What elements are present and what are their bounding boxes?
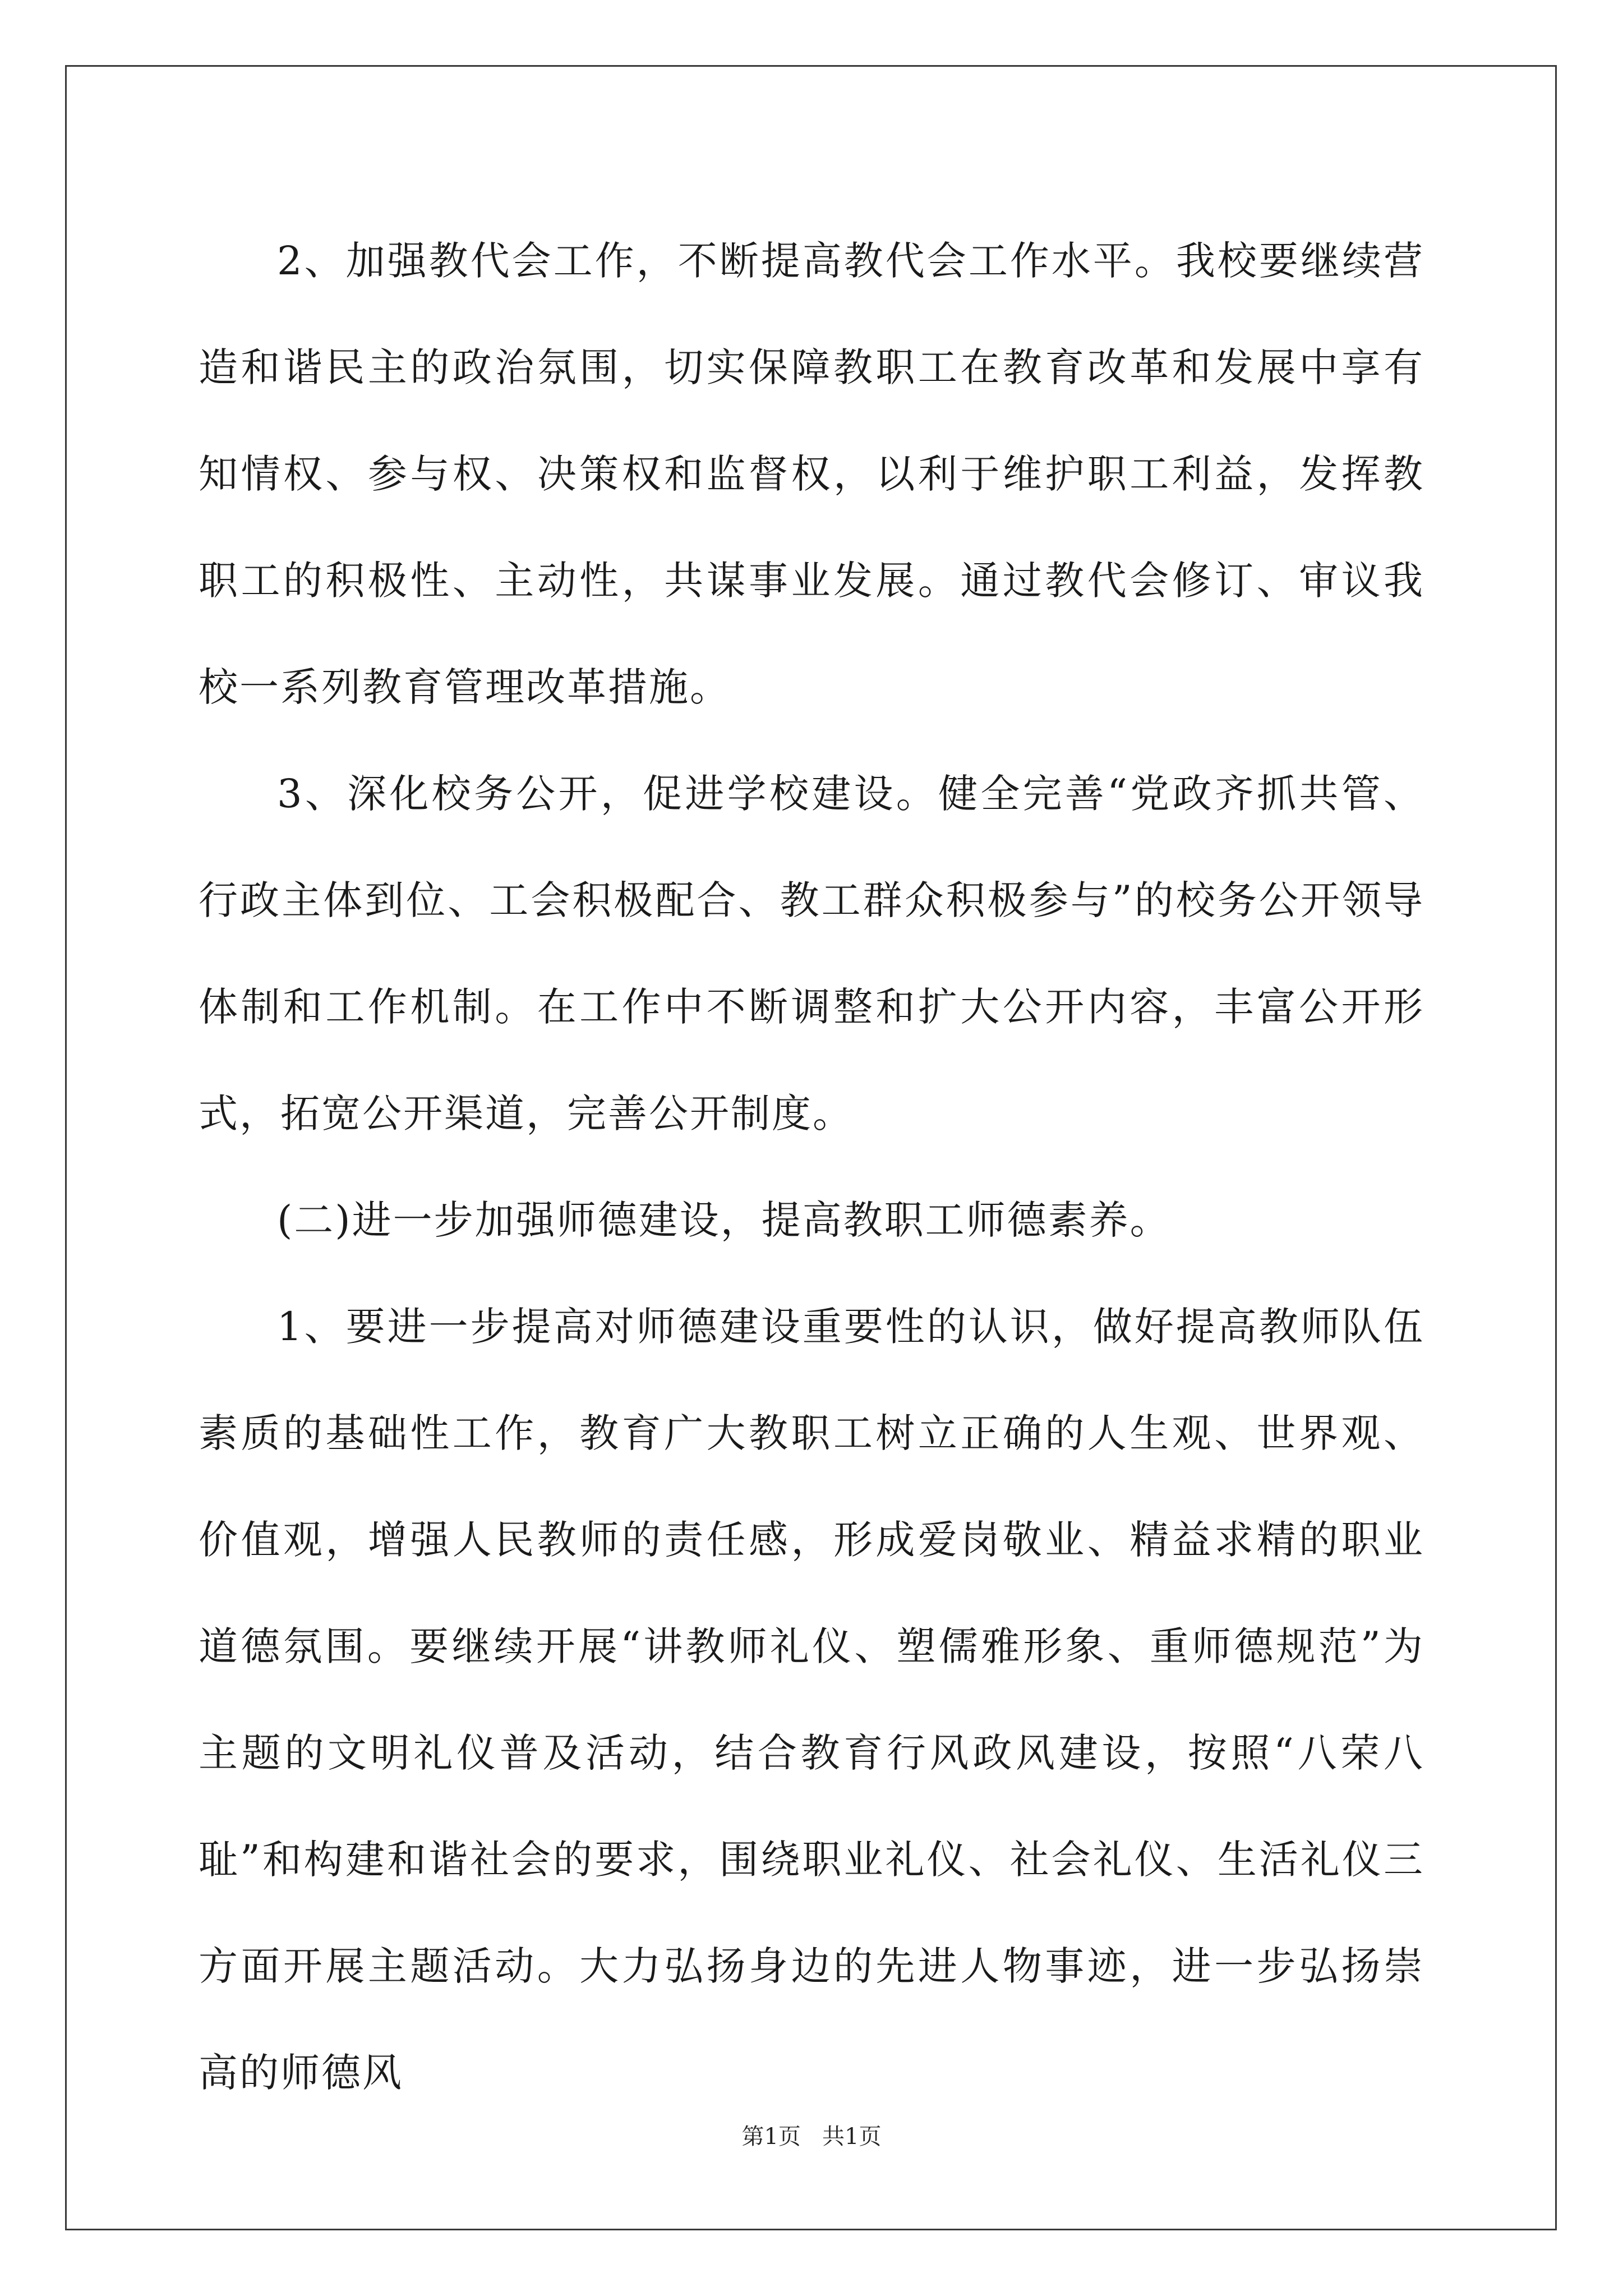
- paragraph-teachers-congress: 2、加强教代会工作，不断提高教代会工作水平。我校要继续营造和谐民主的政治氛围，切实保障教职工在教育改革和发展中享有知情权、参与权、决策权和监督权，以利于维护职工利益，发挥教职工的积极性、主动性，共谋事业发展。通过教代会修订、审议我校一系列教育管理改革措施。: [199, 238, 1424, 710]
- page-footer: 第1页 共1页: [741, 2124, 882, 2150]
- section-heading: (二)进一步加强师德建设，提高教职工师德素养。: [277, 1197, 1171, 1243]
- document-body: [199, 208, 1424, 2126]
- paragraph-school-affairs: 3、深化校务公开，促进学校建设。健全完善“党政齐抓共管、行政主体到位、工会积极配合、教工群众积极参与”的校务公开领导体制和工作机制。在工作中不断调整和扩大公开内容，丰富公开形式，拓宽公开渠道，完善公开制度。: [199, 771, 1424, 1137]
- paragraph-teacher-ethics: 1、要进一步提高对师德建设重要性的认识，做好提高教师队伍素质的基础性工作，教育广大教职工树立正确的人生观、世界观、价值观，增强人民教师的责任感，形成爱岗敬业、精益求精的职业道德氛围。要继续开展“讲教师礼仪、塑儒雅形象、重师德规范”为主题的文明礼仪普及活动，结合教育行风政风建设，按照“八荣八耻”和构建和谐社会的要求，围绕职业礼仪、社会礼仪、生活礼仪三方面开展主题活动。大力弘扬身边的先进人物事迹，进一步弘扬崇高的师德风: [199, 1304, 1424, 2096]
